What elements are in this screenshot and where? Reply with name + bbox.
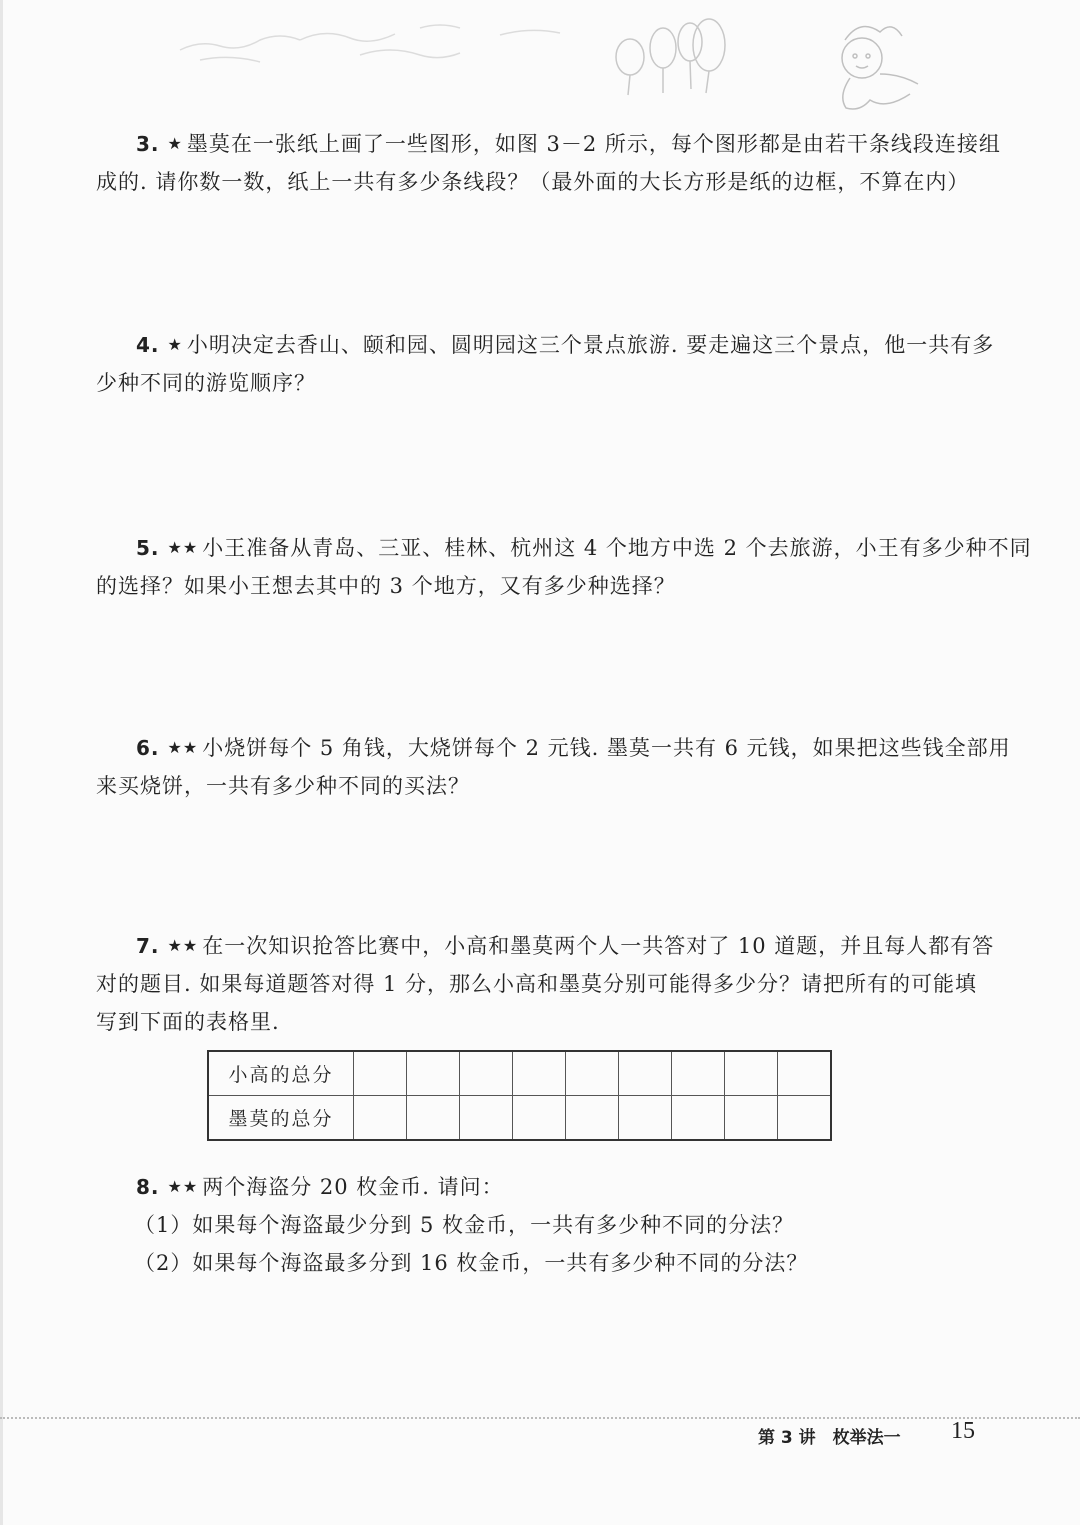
difficulty-star-icon: ★★ — [167, 1177, 199, 1196]
score-table — [207, 1050, 832, 1141]
problem-number: 6. — [136, 736, 160, 760]
problem-text: 来买烧饼，一共有多少种不同的买法？ — [96, 774, 470, 798]
problem-6-first-line — [96, 729, 1011, 767]
blank-score-cell[interactable] — [407, 1096, 460, 1141]
blank-score-cell[interactable] — [725, 1096, 778, 1141]
blank-score-cell[interactable] — [725, 1051, 778, 1096]
balloons-icon — [616, 19, 725, 95]
table-row — [208, 1096, 831, 1141]
sub-question-2: （2）如果每个海盗最多分到 16 枚金币，一共有多少种不同的分法？ — [134, 1251, 809, 1275]
decor-wave-strokes — [180, 25, 560, 62]
problem-5 — [96, 529, 1032, 605]
blank-score-cell[interactable] — [619, 1096, 672, 1141]
problem-4-first-line — [96, 326, 995, 364]
blank-score-cell[interactable] — [460, 1051, 513, 1096]
cartoon-character-icon — [842, 27, 918, 109]
problem-number: 3. — [136, 132, 160, 156]
problem-8-first-line — [96, 1168, 946, 1206]
blank-score-cell[interactable] — [354, 1051, 407, 1096]
problem-3 — [96, 125, 1001, 201]
problem-5-first-line — [96, 529, 1032, 567]
problem-number: 5. — [136, 536, 160, 560]
table-row — [208, 1051, 831, 1096]
problem-text: 墨莫在一张纸上画了一些图形，如图 3－2 所示，每个图形都是由若干条线段连接组 — [186, 132, 1001, 156]
problem-text: 小明决定去香山、颐和园、圆明园这三个景点旅游. 要走遍这三个景点，他一共有多 — [186, 333, 995, 357]
problem-number: 8. — [136, 1175, 160, 1199]
page-edge — [0, 0, 3, 1525]
difficulty-star-icon: ★ — [167, 335, 183, 354]
row-label-momo: 墨莫的总分 — [208, 1096, 354, 1141]
blank-score-cell[interactable] — [513, 1096, 566, 1141]
problem-text: 少种不同的游览顺序？ — [96, 371, 316, 395]
difficulty-star-icon: ★★ — [167, 936, 199, 955]
problem-6 — [96, 729, 1011, 805]
blank-score-cell[interactable] — [672, 1096, 725, 1141]
blank-score-cell[interactable] — [566, 1051, 619, 1096]
sub-question-1: （1）如果每个海盗最少分到 5 枚金币，一共有多少种不同的分法？ — [134, 1213, 795, 1237]
problem-text: 的选择？如果小王想去其中的 3 个地方，又有多少种选择？ — [96, 574, 676, 598]
difficulty-star-icon: ★ — [167, 134, 183, 153]
problem-text: 小烧饼每个 5 角钱，大烧饼每个 2 元钱. 墨莫一共有 6 元钱，如果把这些钱全部用 — [202, 736, 1011, 760]
blank-score-cell[interactable] — [672, 1051, 725, 1096]
problem-text: 对的题目. 如果每道题答对得 1 分，那么小高和墨莫分别可能得多少分？请把所有的可能填 — [96, 972, 978, 996]
difficulty-star-icon: ★★ — [167, 538, 199, 557]
blank-score-cell[interactable] — [566, 1096, 619, 1141]
problem-text: 两个海盗分 20 枚金币. 请问： — [202, 1175, 504, 1199]
page-number: 15 — [951, 1418, 975, 1444]
problem-number: 4. — [136, 333, 160, 357]
footer-chapter-title: 第 3 讲 枚举法一 — [758, 1428, 901, 1448]
problem-7-first-line — [96, 927, 995, 965]
blank-score-cell[interactable] — [407, 1051, 460, 1096]
problem-4 — [96, 326, 995, 402]
blank-score-cell[interactable] — [354, 1096, 407, 1141]
problem-8 — [96, 1168, 946, 1282]
footer-divider — [0, 1417, 1080, 1419]
problem-text: 成的. 请你数一数，纸上一共有多少条线段？（最外面的大长方形是纸的边框，不算在内） — [96, 170, 970, 194]
blank-score-cell[interactable] — [778, 1096, 832, 1141]
problem-7 — [96, 927, 995, 1041]
problem-text: 在一次知识抢答比赛中，小高和墨莫两个人一共答对了 10 道题，并且每人都有答 — [202, 934, 995, 958]
blank-score-cell[interactable] — [619, 1051, 672, 1096]
problem-3-first-line — [96, 125, 1001, 163]
blank-score-cell[interactable] — [513, 1051, 566, 1096]
problem-number: 7. — [136, 934, 160, 958]
blank-score-cell[interactable] — [778, 1051, 832, 1096]
problem-text: 写到下面的表格里. — [96, 1010, 280, 1034]
difficulty-star-icon: ★★ — [167, 738, 199, 757]
row-label-xiaogao: 小高的总分 — [208, 1051, 354, 1096]
header-illustration — [0, 0, 1080, 120]
problem-text: 小王准备从青岛、三亚、桂林、杭州这 4 个地方中选 2 个去旅游，小王有多少种不同 — [202, 536, 1032, 560]
blank-score-cell[interactable] — [460, 1096, 513, 1141]
